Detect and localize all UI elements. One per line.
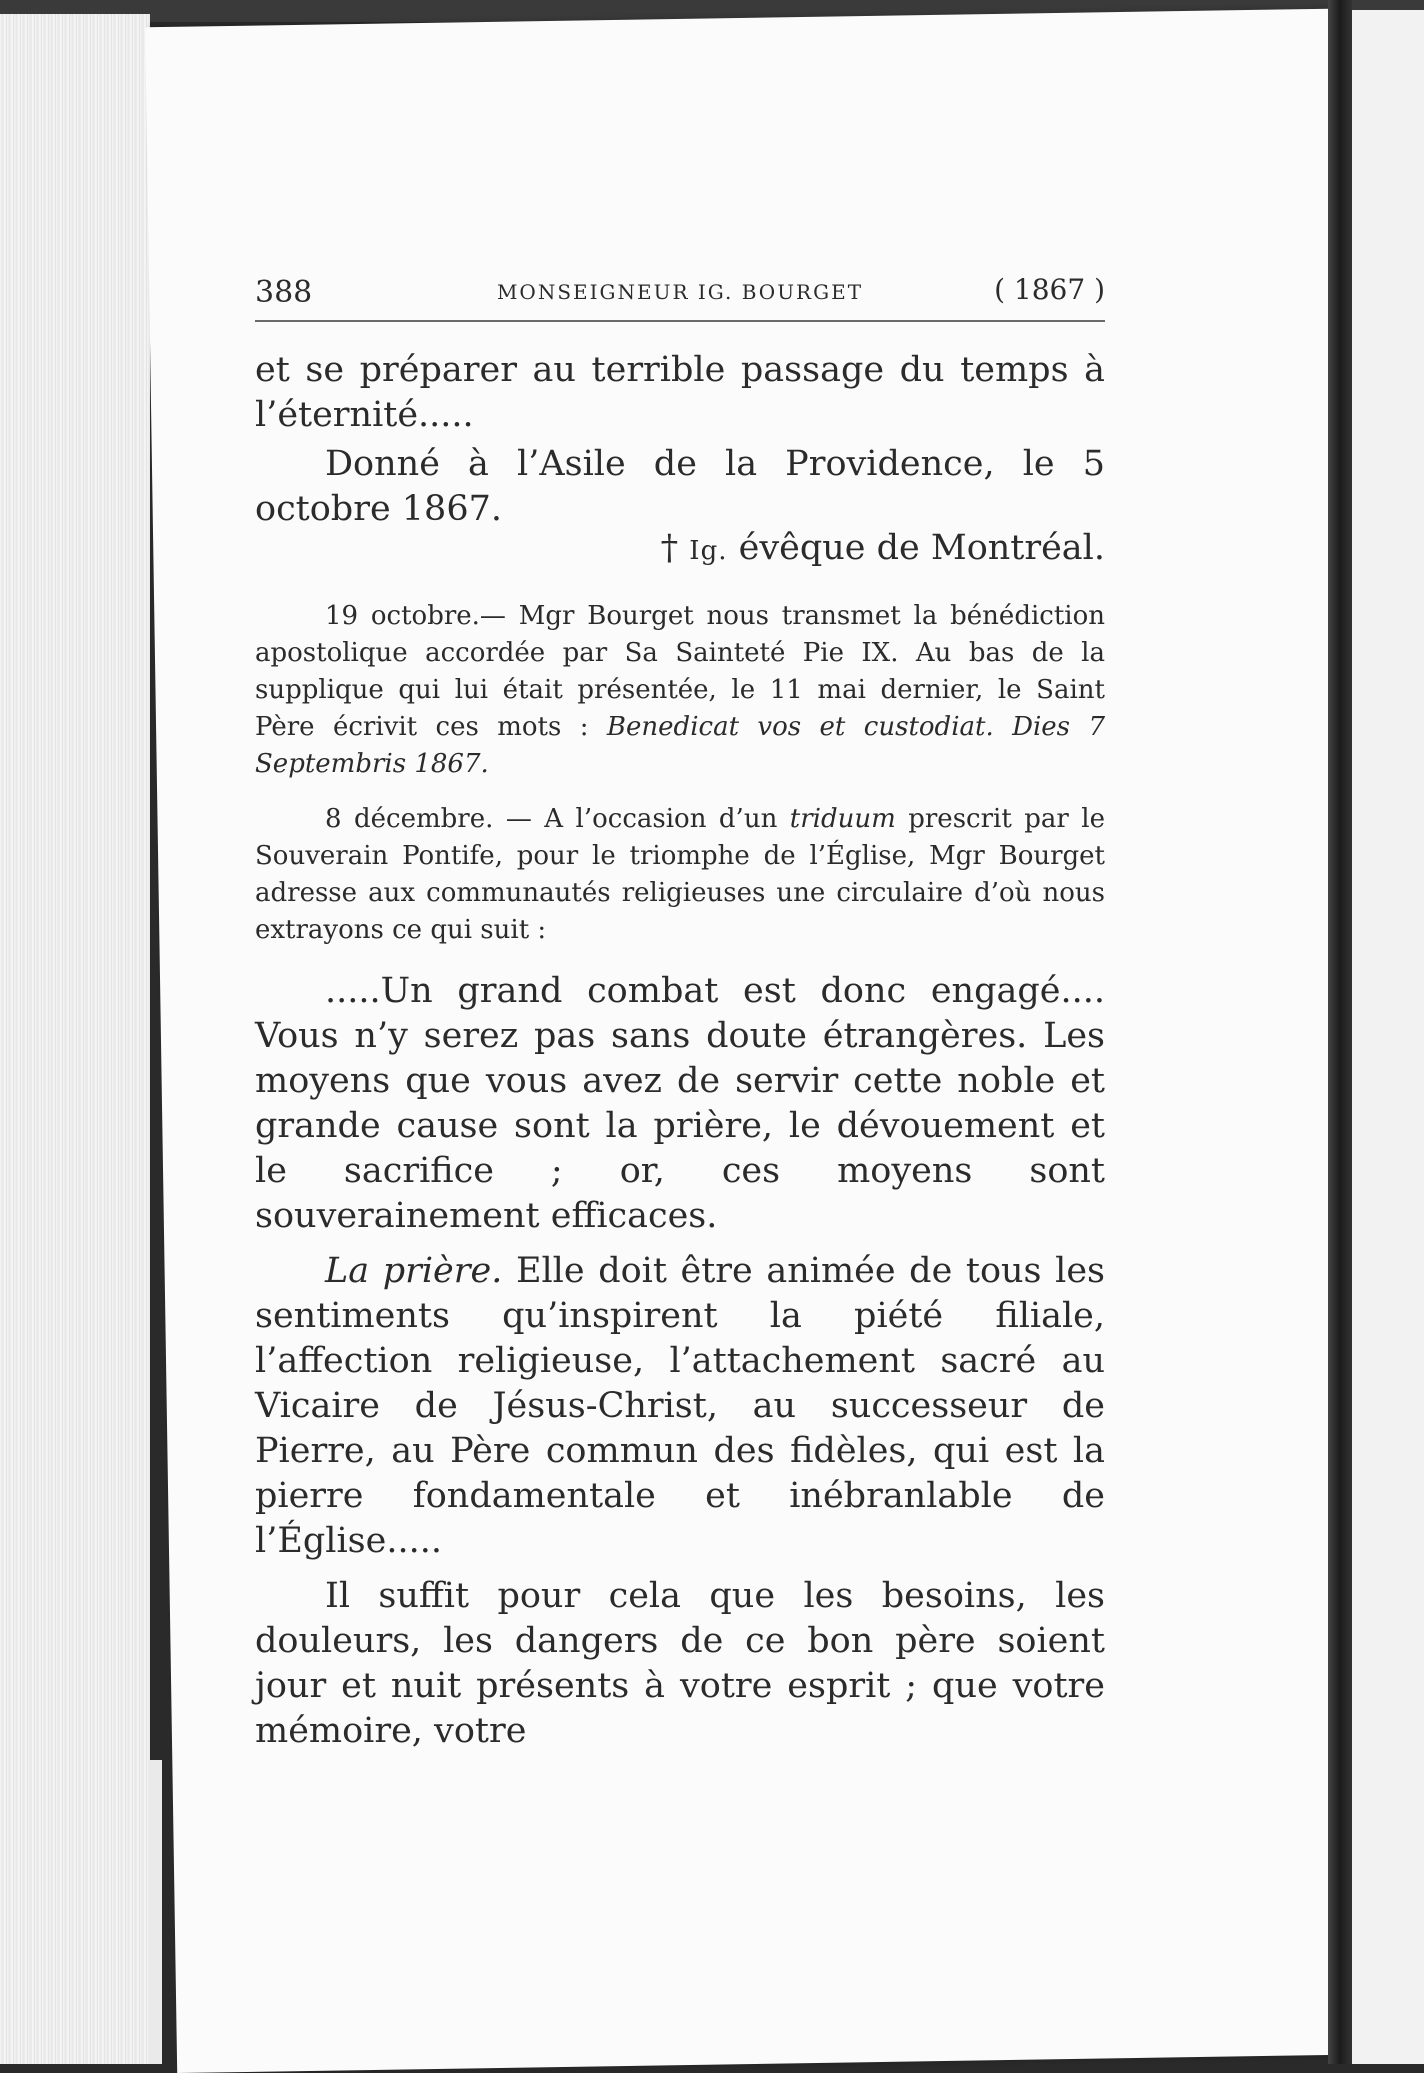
header-year: ( 1867 ) [994,273,1105,306]
paragraph-4-before: 8 décembre. — A l’occasion d’un [325,804,778,834]
paragraph-6-text: Elle doit être animée de tous les sentiments qu’inspirent la piété filiale, l’affection religieuse, l’attachement sacré au Vicaire de Jésus-Christ, au successeur de Pierre, au Père commun des fidèles, qui est la pierre fondamentale et inébranlable de l’Église..... [255,1251,1105,1561]
signature [255,526,1105,574]
paragraph-5: .....Un grand combat est donc engagé.... Vous n’y serez pas sans doute étrangères. Les moyens que vous avez de servir cette noble et grande cause sont la prière, le dévouement et le sacrifice ; or, ces moyens sont souverainement efficaces. [255,971,1105,1236]
paragraph-3-text: 19 octobre.— Mgr Bourget nous transmet la bénédiction apostolique accordée par Sa Sainteté Pie IX. Au bas de la supplique qui lui était présentée, le 11 mai dernier, le Saint Père écrivit ces mots : [255,601,1105,742]
cross-symbol: † [660,528,679,568]
signature-text: évêque de Montréal. [738,528,1105,568]
page-number: 388 [255,275,313,310]
paragraph-2: Donné à l’Asile de la Providence, le 5 octobre 1867. [255,444,1105,529]
page-stack-edge [0,14,150,2064]
paragraph-6-italic: La prière. [325,1251,503,1291]
book-spine [1328,0,1352,2064]
paragraph-3 [255,598,1105,783]
running-title: MONSEIGNEUR IG. BOURGET [496,280,864,304]
running-header [255,268,1105,322]
paragraph-4-after: prescrit par le Souverain Pontife, pour le triomphe de l’Église, Mgr Bourget adresse aux communautés religieuses une circulaire d’où nous extrayons ce qui suit : [255,804,1105,945]
facing-page-edge [1352,10,1424,2064]
page-stack-edge-lower [150,1760,162,2064]
paragraph-6 [255,1249,1105,1564]
paragraph-3-latin: Benedicat vos et custodiat. Dies 7 Septembris 1867. [255,712,1105,779]
signature-abbrev: Ig. [689,536,728,566]
text-block [255,268,1105,1754]
paragraph-4 [255,801,1105,949]
paragraph-4-italic: triduum [789,804,896,834]
paragraph-1: et se préparer au terrible passage du temps à l’éternité..... [255,350,1105,435]
paragraph-7: Il suffit pour cela que les besoins, les douleurs, les dangers de ce bon père soient jour et nuit présents à votre esprit ; que votre mémoire, votre [255,1576,1105,1751]
